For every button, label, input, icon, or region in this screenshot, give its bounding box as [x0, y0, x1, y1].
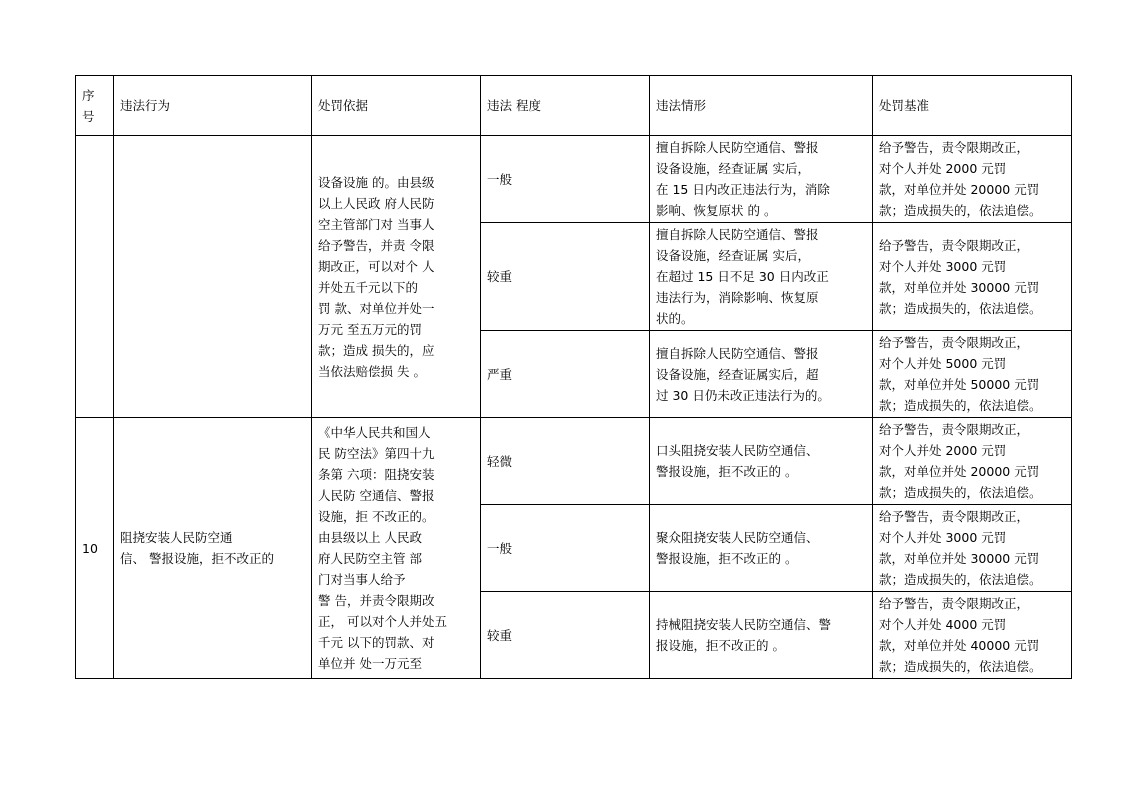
header-degree: 违法 程度 [481, 76, 650, 136]
header-circumstance: 违法情形 [650, 76, 873, 136]
seq-cell [76, 136, 114, 418]
degree-cell: 轻微 [481, 418, 650, 505]
circumstance-cell: 聚众阻挠安装人民防空通信、 警报设施，拒不改正的 。 [650, 505, 873, 592]
header-basis: 处罚依据 [312, 76, 481, 136]
degree-cell: 较重 [481, 223, 650, 331]
table-row [76, 136, 1072, 223]
standard-cell: 给予警告，责令限期改正， 对个人并处 3000 元罚 款，对单位并处 30000 元罚 款；造成损失的，依法追偿。 [873, 505, 1072, 592]
behavior-cell: 阻挠安装人民防空通 信、 警报设施，拒不改正的 [114, 418, 312, 679]
seq-cell: 10 [76, 418, 114, 679]
degree-cell: 较重 [481, 592, 650, 679]
penalty-standards-table [75, 75, 1072, 679]
circumstance-cell: 擅自拆除人民防空通信、警报 设备设施，经查证属 实后， 在 15 日内改正违法行为，消除 影响、恢复原状 的 。 [650, 136, 873, 223]
degree-cell: 一般 [481, 136, 650, 223]
degree-cell: 一般 [481, 505, 650, 592]
standard-cell: 给予警告，责令限期改正， 对个人并处 4000 元罚 款，对单位并处 40000 元罚 款；造成损失的，依法追偿。 [873, 592, 1072, 679]
circumstance-cell: 擅自拆除人民防空通信、警报 设备设施，经查证属 实后， 在超过 15 日不足 30 日内改正 违法行为，消除影响、恢复原 状的。 [650, 223, 873, 331]
standard-cell: 给予警告，责令限期改正， 对个人并处 3000 元罚 款，对单位并处 30000 元罚 款；造成损失的，依法追偿。 [873, 223, 1072, 331]
behavior-cell [114, 136, 312, 418]
header-behavior: 违法行为 [114, 76, 312, 136]
table-header-row [76, 76, 1072, 136]
circumstance-cell: 口头阻挠安装人民防空通信、 警报设施，拒不改正的 。 [650, 418, 873, 505]
degree-cell: 严重 [481, 331, 650, 418]
header-standard: 处罚基准 [873, 76, 1072, 136]
header-seq: 序 号 [76, 76, 114, 136]
circumstance-cell: 擅自拆除人民防空通信、警报 设备设施，经查证属实后，超 过 30 日仍未改正违法行为的。 [650, 331, 873, 418]
basis-cell: 《中华人民共和国人 民 防空法》第四十九 条第 六项：阻挠安装 人民防 空通信、警报 设施，拒 不改正的。 由县级以上 人民政 府人民防空主管 部 门对当事人给予 警 告，并责令限期改 正， 可以对个人并处五 千元 以下的罚款、对 单位并 处一万元至 [312, 418, 481, 679]
standard-cell: 给予警告，责令限期改正， 对个人并处 5000 元罚 款，对单位并处 50000 元罚 款；造成损失的，依法追偿。 [873, 331, 1072, 418]
standard-cell: 给予警告，责令限期改正， 对个人并处 2000 元罚 款，对单位并处 20000 元罚 款；造成损失的，依法追偿。 [873, 418, 1072, 505]
table-row [76, 418, 1072, 505]
basis-cell: 设备设施 的。由县级 以上人民政 府人民防 空主管部门对 当事人 给予警告，并责 令限 期改正，可以对个 人 并处五千元以下的 罚 款、对单位并处一 万元 至五万元的罚 款；造成 损失的，应 当依法赔偿损 失 。 [312, 136, 481, 418]
standard-cell: 给予警告，责令限期改正， 对个人并处 2000 元罚 款，对单位并处 20000 元罚 款；造成损失的，依法追偿。 [873, 136, 1072, 223]
circumstance-cell: 持械阻挠安装人民防空通信、警 报设施，拒不改正的 。 [650, 592, 873, 679]
